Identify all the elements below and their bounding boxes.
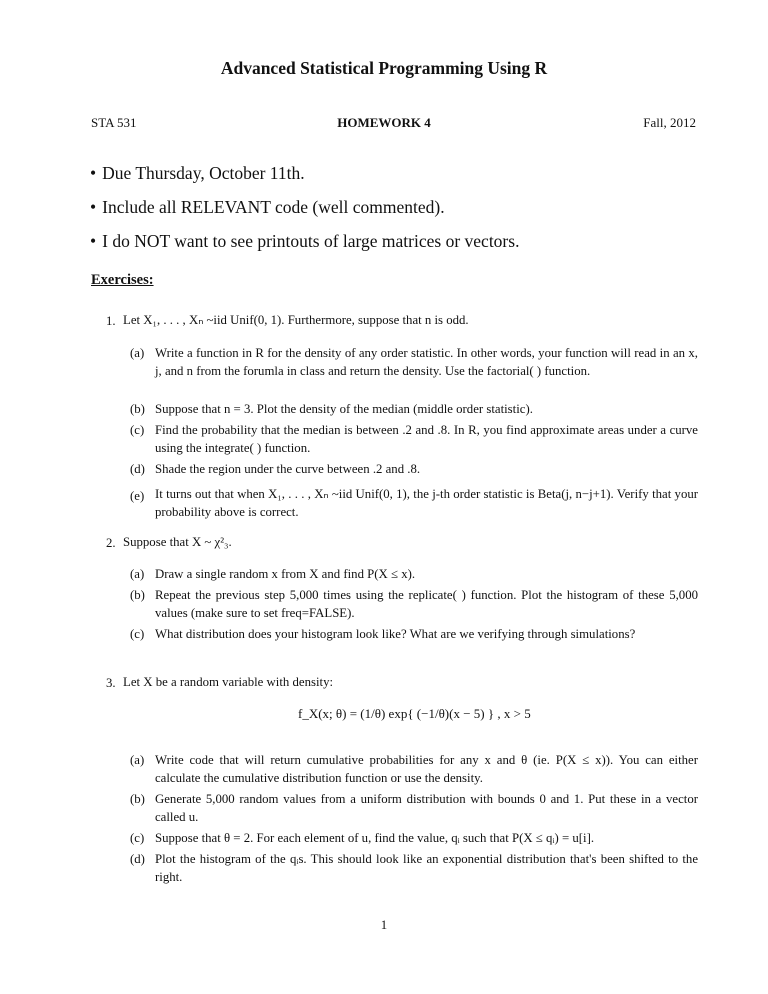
bullet-item: • Due Thursday, October 11th.: [90, 163, 305, 183]
part-label: (a): [130, 346, 145, 360]
part-label: (a): [130, 567, 145, 581]
exercise-number: 3.: [106, 676, 116, 690]
exercise-intro: Let X₁, . . . , Xₙ ~iid Unif(0, 1). Furthermore, suppose that n is odd.: [123, 313, 469, 327]
exercises-heading: Exercises:: [91, 272, 154, 288]
part-label: (c): [130, 627, 145, 641]
part-text: Write a function in R for the density of any order statistic. In other words, your function will read in an x, j, and n from the forumla in class and return the density. Use the factorial( ) function.: [155, 346, 698, 378]
part-label: (c): [130, 423, 145, 437]
part-text: It turns out that when X₁, . . . , Xₙ ~iid Unif(0, 1), the j-th order statistic is Beta(j, n−j+1). Verify that your probability above is correct.: [155, 487, 698, 519]
part-text: Write code that will return cumulative probabilities for any x and θ (ie. P(X ≤ x)). You can either calculate the cumulative distribution function or use the density.: [155, 753, 698, 785]
part-label: (b): [130, 402, 145, 416]
term: Fall, 2012: [643, 115, 696, 130]
document-title: Advanced Statistical Programming Using R: [220, 58, 548, 78]
part-text: Shade the region under the curve between .2 and .8.: [155, 462, 421, 476]
bullet-icon: •: [90, 197, 97, 217]
part-label: (b): [130, 792, 145, 806]
exercise-number: 2.: [106, 536, 116, 550]
exercise-number: 1.: [106, 314, 116, 328]
part-text: Draw a single random x from X and find P(X ≤ x).: [155, 567, 416, 581]
part-label: (b): [130, 588, 145, 602]
bullet-icon: •: [90, 231, 97, 251]
part-text: What distribution does your histogram look like? What are we verifying through simulations?: [155, 627, 636, 641]
density-formula: f_X(x; θ) = (1/θ) exp{ (−1/θ)(x − 5) } , x > 5: [298, 706, 531, 721]
part-label: (a): [130, 753, 145, 767]
part-label: (e): [130, 489, 145, 503]
course-code: STA 531: [91, 115, 137, 130]
bullet-item: • Include all RELEVANT code (well commented).: [90, 197, 445, 217]
part-text: Suppose that n = 3. Plot the density of the median (middle order statistic).: [155, 402, 533, 416]
bullet-icon: •: [90, 163, 97, 183]
assignment-name: HOMEWORK 4: [337, 115, 431, 130]
page-number: 1: [380, 918, 388, 932]
part-text: Suppose that θ = 2. For each element of u, find the value, qᵢ such that P(X ≤ qᵢ) = u[i].: [155, 831, 595, 845]
part-text: Generate 5,000 random values from a uniform distribution with bounds 0 and 1. Put these in a vector called u.: [155, 792, 698, 824]
exercise-intro: Suppose that X ~ χ²₃.: [123, 535, 232, 549]
part-text: Find the probability that the median is between .2 and .8. In R, you find approximate areas under a curve using the integrate( ) function.: [155, 423, 698, 455]
exercise-intro: Let X be a random variable with density:: [123, 675, 334, 689]
part-label: (d): [130, 852, 145, 866]
part-label: (c): [130, 831, 145, 845]
part-label: (d): [130, 462, 145, 476]
part-text: Plot the histogram of the qᵢs. This should look like an exponential distribution that's been shifted to the right.: [155, 852, 698, 884]
bullet-item: • I do NOT want to see printouts of large matrices or vectors.: [90, 231, 520, 251]
part-text: Repeat the previous step 5,000 times using the replicate( ) function. Plot the histogram of these 5,000 values (make sure to set freq=FALSE).: [155, 588, 698, 620]
